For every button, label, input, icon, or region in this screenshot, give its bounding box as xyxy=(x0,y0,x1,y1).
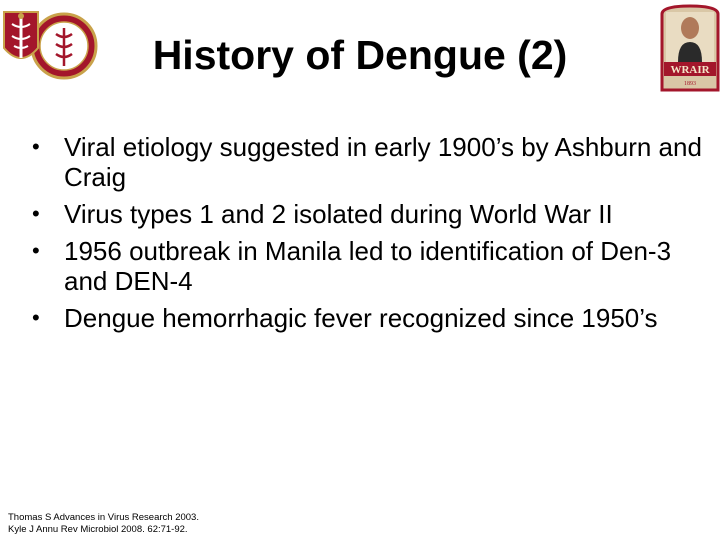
bullet-item xyxy=(26,199,706,229)
bullet-text: 1956 outbreak in Manila led to identification of Den-3 and DEN-4 xyxy=(64,236,672,296)
bullet-text: Dengue hemorrhagic fever recognized since 1950’s xyxy=(64,303,658,333)
bullet-item xyxy=(26,236,706,296)
bullet-list xyxy=(26,132,706,340)
references xyxy=(8,512,199,536)
reference-line: Kyle J Annu Rev Microbiol 2008. 62:71-92. xyxy=(8,524,188,535)
bullet-item xyxy=(26,303,706,333)
bullet-marker: • xyxy=(32,305,40,330)
bullet-marker: • xyxy=(32,238,40,263)
bullet-text: Viral etiology suggested in early 1900’s by Ashburn and Craig xyxy=(64,132,702,192)
army-medical-insignia-logo xyxy=(0,0,100,84)
bullet-marker: • xyxy=(32,201,40,226)
slide-title: History of Dengue (2) xyxy=(152,32,568,78)
bullet-marker: • xyxy=(32,134,40,159)
wrair-portrait-logo xyxy=(660,4,720,94)
svg-text:1893: 1893 xyxy=(684,81,696,87)
reference-line: Thomas S Advances in Virus Research 2003. xyxy=(8,512,199,523)
svg-text:WRAIR: WRAIR xyxy=(670,64,710,76)
bullet-text: Virus types 1 and 2 isolated during World War II xyxy=(64,199,613,229)
bullet-item xyxy=(26,132,706,192)
